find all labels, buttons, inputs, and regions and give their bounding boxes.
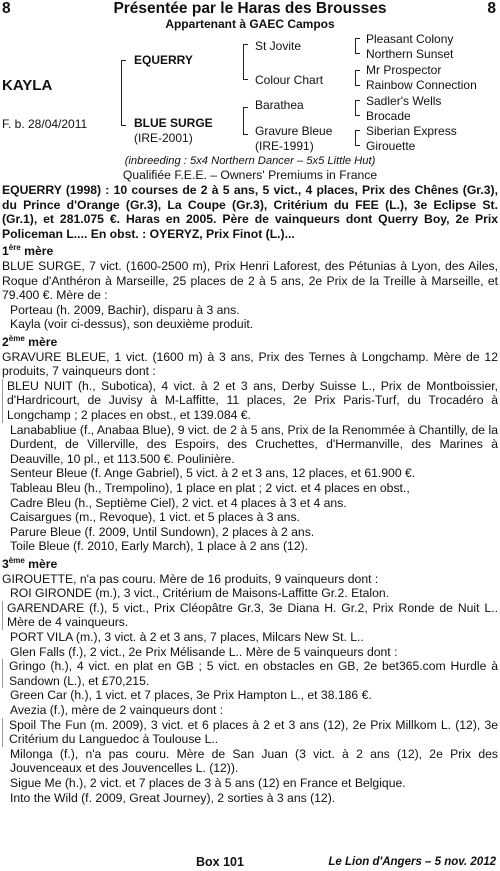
produce-parure-bleue: Parure Bleue (f. 2009, Until Sundown), 2 places à 2 ans.	[10, 524, 315, 539]
produce-port-vila: PORT VILA (m.), 3 vict. à 2 et 3 ans, 7 places, Milcars New St. L..	[10, 630, 364, 644]
horse-description: F. b. 28/04/2011	[2, 117, 88, 131]
qualification-line: Qualifiée F.E.E. – Owners' Premiums in France	[122, 168, 378, 182]
great-grandsire-4: Rainbow Connection	[366, 78, 477, 92]
third-dam-heading: 3ème mère	[2, 555, 58, 572]
pedigree-brace-ggs4	[355, 130, 360, 146]
produce-roi-gironde: ROI GIRONDE (m.), 3 vict., Critérium de Maisons-Laffitte Gr.2. Etalon.	[10, 586, 390, 601]
box-number: Box 101	[196, 855, 244, 869]
produce-caisargues: Caisargues (m., Revoque), 1 vict. et 5 places à 3 ans.	[10, 510, 300, 525]
produce-spoil-the-fun: Spoil The Fun (m. 2009), 3 vict. et 6 places à 2 et 3 ans (12), 2e Prix Millkom L. (12), 3e Critérium du Languedoc à Toulouse L..	[2, 718, 498, 747]
produce-avezia: Avezia (f.), mère de 2 vainqueurs dont :	[10, 702, 224, 717]
produce-garendare: GARENDARE (f.), 5 vict., Prix Cléopâtre Gr.3, 3e Diana H. Gr.2, Prix Ronde de Nuit L.. Mère de 4 vainqueurs.	[2, 601, 498, 630]
pedigree-brace-ggs1	[355, 38, 360, 54]
third-dam-record: GIROUETTE, n'a pas couru. Mère de 16 produits, 9 vainqueurs dont :	[2, 571, 379, 586]
great-grandsire-1: Pleasant Colony	[366, 32, 454, 46]
produce-green-car: Green Car (h.), 1 vict. et 7 places, 3e Prix Hampton L., et 38.186 €.	[10, 688, 372, 703]
sire-name: EQUERRY	[134, 53, 193, 67]
first-dam-heading: 1ère mère	[2, 243, 54, 259]
second-dam-heading: 2ème mère	[2, 334, 58, 350]
second-dam-record: GRAVURE BLEUE, 1 vict. (1600 m) à 3 ans, Prix des Ternes à Longchamp. Mère de 12 produits, 7 vainqueurs dont :	[2, 349, 498, 379]
great-grandsire-2: Northern Sunset	[366, 47, 454, 61]
produce-glen-falls: Glen Falls (f.), 2 vict., 2e Prix Mélisande L.. Mère de 5 vainqueurs dont :	[10, 644, 398, 659]
sale-info: Le Lion d'Angers – 5 nov. 2012	[328, 856, 496, 868]
great-grandsire-5: Sadler's Wells	[366, 94, 442, 108]
great-grandsire-8: Girouette	[366, 139, 416, 153]
inbreeding-note: (inbreeding : 5x4 Northern Dancer – 5x5 Little Hut)	[124, 155, 376, 167]
grandsire-4-origin: (IRE-1991)	[255, 139, 314, 153]
produce-lanababliue: Lanababliue (f., Anabaa Blue), 9 vict. de 2 à 5 ans, Prix de la Renommée à Chantilly, de la Durdent, de Villerville, des Espoirs, des Cruchettes, d'Hermanville, des Marines à Deauville, 10 pl., et 113.500 €. Poulinière.	[10, 422, 498, 466]
grandsire-3: Barathea	[255, 98, 304, 112]
first-dam-record: BLUE SURGE, 7 vict. (1600-2500 m), Prix Henri Laforest, des Pétunias à Lyon, des Ailes, Roque d'Anthéron à Marseille, 25 places de 2 à 5 ans, 2e Prix de la Treille à Marseille, et 79.400 €. Mère de :	[2, 259, 498, 303]
great-grandsire-7: Siberian Express	[366, 124, 457, 138]
produce-tableau-bleu: Tableau Bleu (h., Trempolino), 1 place en plat ; 2 vict. et 4 places en obst.,	[10, 481, 410, 495]
pedigree-brace-ggs2	[355, 70, 360, 86]
pedigree-brace-ggs3	[355, 100, 360, 116]
produce-milonga: Milonga (f.), n'a pas couru. Mère de San Juan (3 vict. à 2 ans (12), 2e Prix des Jouvenceaux et des Jouvencelles L. (12)).	[10, 746, 498, 776]
produce-toile-bleue: Toile Bleue (f. 2010, Early March), 1 place à 2 ans (12).	[10, 539, 309, 554]
produce-sigue-me: Sigue Me (h.), 2 vict. et 7 places de 3 à 5 ans (12) en France et Belgique.	[10, 775, 406, 790]
page-title: Présentée par le Haras des Brousses	[113, 0, 387, 17]
produce-into-the-wild: Into the Wild (f. 2009, Great Journey), 2 sorties à 3 ans (12).	[10, 790, 336, 805]
first-dam-produce-2: Kayla (voir ci-dessus), son deuxième produit.	[10, 317, 254, 332]
grandsire-1: St Jovite	[255, 39, 302, 53]
great-grandsire-6: Brocade	[366, 109, 411, 123]
first-dam-produce-1: Porteau (h. 2009, Bachir), disparu à 3 ans.	[10, 302, 240, 317]
catalogue-body	[2, 183, 498, 805]
horse-name: KAYLA	[2, 77, 53, 94]
pedigree-brace-dam	[243, 107, 248, 135]
produce-bleu-nuit: BLEU NUIT (h., Subotica), 4 vict. à 2 et 3 ans, Derby Suisse L., Prix de Montboissier, d'Hardricourt, de Juvisy à M-Laffitte, 11 places, 2e Prix Paris-Turf, du Trocadéro à Longchamp ; 2 places en obst., et 139.084 €.	[2, 379, 498, 423]
produce-senteur-bleue: Senteur Bleue (f. Ange Gabriel), 5 vict. à 2 et 3 ans, 12 places, et 61.900 €.	[10, 466, 416, 481]
grandsire-2: Colour Chart	[255, 73, 324, 87]
grandsire-4: Gravure Bleue	[255, 124, 333, 138]
dam-name: BLUE SURGE	[134, 116, 213, 130]
lot-number-left: 8	[2, 0, 11, 17]
lot-number-right: 8	[487, 0, 496, 17]
produce-cadre-bleu: Cadre Bleu (h., Septième Ciel), 2 vict. et 4 places à 3 et 4 ans.	[10, 495, 347, 510]
dam-origin: (IRE-2001)	[134, 131, 193, 145]
produce-gringo: Gringo (h.), 4 vict. en plat en GB ; 5 vict. en obstacles en GB, 2e bet365.com Hurdle à Sandown (L.), et £70,215.	[2, 659, 498, 688]
pedigree-brace-sire	[243, 44, 248, 80]
sire-paragraph: EQUERRY (1998) : 10 courses de 2 à 5 ans, 5 vict., 4 places, Prix des Chênes (Gr.3), du Prince d'Orange (Gr.3), La Coupe (Gr.3), Critérium du FEE (L.), 3e Eclipse St. (Gr.1), et 281.075 €. Haras en 2005. Père de vainqueurs dont Querry Boy, 2e Prix Policeman L.... En obst. : OYERYZ, Prix Finot (L.)...	[2, 183, 498, 241]
great-grandsire-3: Mr Prospector	[366, 63, 442, 77]
pedigree-brace-main	[121, 60, 126, 126]
owner-line: Appartenant à GAEC Campos	[165, 17, 335, 31]
